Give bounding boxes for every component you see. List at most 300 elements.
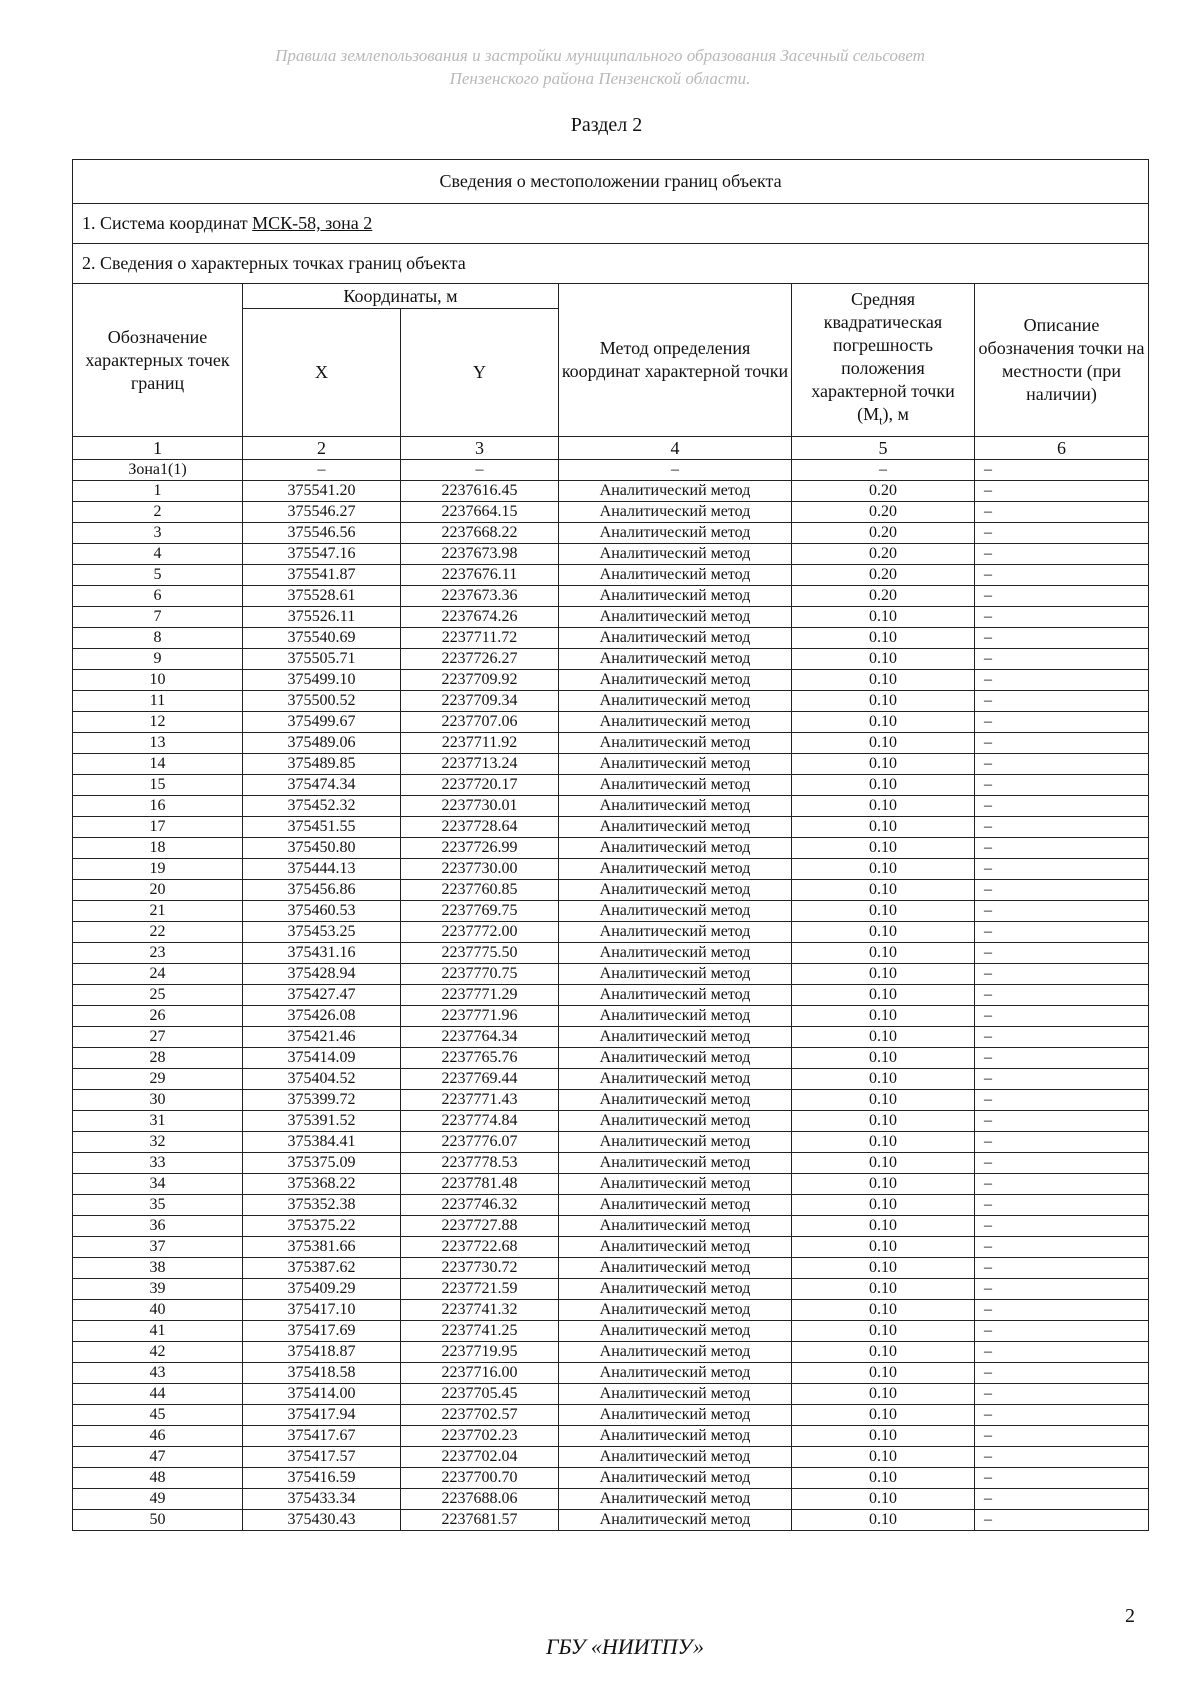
description: – [975,1321,1149,1342]
table-row [73,922,1149,943]
table-row [73,1426,1149,1447]
coord-y: 2237774.84 [401,1111,559,1132]
table-row [73,964,1149,985]
mean-error: 0.10 [792,1216,975,1237]
coord-y: 2237765.76 [401,1048,559,1069]
coord-y: 2237771.29 [401,985,559,1006]
coord-y: 2237727.88 [401,1216,559,1237]
header-error [792,284,975,437]
table-row [73,1006,1149,1027]
coord-x: 375427.47 [243,985,401,1006]
header-error-sub: t [879,413,883,428]
method: Аналитический метод [559,1321,792,1342]
description: – [975,1489,1149,1510]
table-row [73,649,1149,670]
coord-x: 375417.69 [243,1321,401,1342]
method: Аналитический метод [559,1300,792,1321]
table-row [73,1447,1149,1468]
table-row [73,1153,1149,1174]
description: – [975,1258,1149,1279]
mean-error: 0.10 [792,1048,975,1069]
header-description: Описание обозначения точки на местности (при наличии) [975,284,1149,437]
coord-x: 375505.71 [243,649,401,670]
point-number: 5 [73,565,243,586]
description: – [975,817,1149,838]
mean-error: 0.10 [792,1174,975,1195]
coord-x: 375387.62 [243,1258,401,1279]
table-row [73,670,1149,691]
boundary-points-table [72,159,1149,1531]
table-row [73,1405,1149,1426]
method: Аналитический метод [559,733,792,754]
mean-error: 0.10 [792,1405,975,1426]
method: Аналитический метод [559,1384,792,1405]
point-number: 1 [73,481,243,502]
header-coordinates: Координаты, м [243,284,559,309]
point-number: 3 [73,523,243,544]
table-row [73,502,1149,523]
coord-y: 2237781.48 [401,1174,559,1195]
point-number: 46 [73,1426,243,1447]
point-number: 35 [73,1195,243,1216]
coord-y: 2237741.25 [401,1321,559,1342]
point-number: 17 [73,817,243,838]
point-number: 25 [73,985,243,1006]
point-number: 7 [73,607,243,628]
coord-y: 2237702.57 [401,1405,559,1426]
point-number: 33 [73,1153,243,1174]
method: Аналитический метод [559,859,792,880]
coord-x: 375453.25 [243,922,401,943]
mean-error: 0.10 [792,754,975,775]
coord-y: 2237688.06 [401,1489,559,1510]
table-row [73,1195,1149,1216]
mean-error: 0.20 [792,565,975,586]
method: Аналитический метод [559,1027,792,1048]
point-number: 37 [73,1237,243,1258]
description: – [975,586,1149,607]
coord-x: 375417.57 [243,1447,401,1468]
table-row [73,628,1149,649]
coord-y: 2237730.00 [401,859,559,880]
mean-error: 0.10 [792,1426,975,1447]
mean-error: 0.10 [792,1027,975,1048]
header-y: Y [401,309,559,437]
description: – [975,1342,1149,1363]
coord-y: 2237770.75 [401,964,559,985]
method: Аналитический метод [559,817,792,838]
zone-row [73,460,1149,481]
mean-error: 0.10 [792,985,975,1006]
mean-error: 0.10 [792,964,975,985]
mean-error: 0.10 [792,880,975,901]
method: Аналитический метод [559,565,792,586]
description: – [975,754,1149,775]
coord-y: 2237760.85 [401,880,559,901]
coord-x: 375418.58 [243,1363,401,1384]
col-number-5: 5 [792,437,975,460]
point-number: 8 [73,628,243,649]
coord-y: 2237776.07 [401,1132,559,1153]
point-number: 9 [73,649,243,670]
table-row [73,985,1149,1006]
mean-error: 0.10 [792,1468,975,1489]
header-designation: Обозначение характерных точек границ [73,284,243,437]
coord-x: 375418.87 [243,1342,401,1363]
coord-x: 375426.08 [243,1006,401,1027]
zone-name: Зона1(1) [73,460,243,481]
description: – [975,922,1149,943]
method: Аналитический метод [559,943,792,964]
point-number: 23 [73,943,243,964]
method: Аналитический метод [559,502,792,523]
table-row [73,1300,1149,1321]
method: Аналитический метод [559,628,792,649]
mean-error: 0.10 [792,1195,975,1216]
description: – [975,502,1149,523]
point-number: 42 [73,1342,243,1363]
description: – [975,943,1149,964]
coord-x: 375421.46 [243,1027,401,1048]
coord-x: 375404.52 [243,1069,401,1090]
coord-x: 375433.34 [243,1489,401,1510]
point-number: 27 [73,1027,243,1048]
mean-error: 0.20 [792,502,975,523]
coord-x: 375384.41 [243,1132,401,1153]
mean-error: 0.10 [792,1279,975,1300]
point-number: 10 [73,670,243,691]
table-row [73,796,1149,817]
description: – [975,1405,1149,1426]
method: Аналитический метод [559,775,792,796]
table-row [73,712,1149,733]
header-line-2: Пензенского района Пензенской области. [449,69,751,88]
point-number: 48 [73,1468,243,1489]
coord-y: 2237726.27 [401,649,559,670]
table-row [73,1510,1149,1531]
description: – [975,838,1149,859]
mean-error: 0.20 [792,523,975,544]
coord-x: 375451.55 [243,817,401,838]
description: – [975,1510,1149,1531]
description: – [975,628,1149,649]
col-number-4: 4 [559,437,792,460]
description: – [975,1048,1149,1069]
description: – [975,1447,1149,1468]
page-header [0,44,1200,90]
point-number: 38 [73,1258,243,1279]
col-number-3: 3 [401,437,559,460]
coord-x: 375416.59 [243,1468,401,1489]
mean-error: 0.10 [792,1510,975,1531]
description: – [975,523,1149,544]
coord-y: 2237775.50 [401,943,559,964]
method: Аналитический метод [559,1195,792,1216]
table-row [73,1027,1149,1048]
mean-error: 0.10 [792,607,975,628]
method: Аналитический метод [559,880,792,901]
method: Аналитический метод [559,838,792,859]
mean-error: 0.10 [792,1237,975,1258]
mean-error: 0.10 [792,1111,975,1132]
table-row [73,880,1149,901]
table-row [73,586,1149,607]
coord-y: 2237700.70 [401,1468,559,1489]
method: Аналитический метод [559,544,792,565]
header-line-1: Правила землепользования и застройки муниципального образования Засечный сельсовет [275,46,925,65]
coord-x: 375489.85 [243,754,401,775]
point-number: 44 [73,1384,243,1405]
zone-x: – [243,460,401,481]
point-number: 22 [73,922,243,943]
coord-x: 375456.86 [243,880,401,901]
method: Аналитический метод [559,922,792,943]
coord-x: 375381.66 [243,1237,401,1258]
mean-error: 0.10 [792,691,975,712]
point-number: 40 [73,1300,243,1321]
mean-error: 0.10 [792,838,975,859]
method: Аналитический метод [559,1132,792,1153]
coord-y: 2237668.22 [401,523,559,544]
table-row [73,1258,1149,1279]
zone-error: – [792,460,975,481]
coord-x: 375430.43 [243,1510,401,1531]
header-method: Метод определения координат характерной точки [559,284,792,437]
coord-system-label: 1. Система координат [82,213,253,233]
coord-x: 375489.06 [243,733,401,754]
table-row [73,859,1149,880]
section-title: Раздел 2 [570,114,643,136]
point-number: 32 [73,1132,243,1153]
coord-x: 375499.67 [243,712,401,733]
description: – [975,985,1149,1006]
description: – [975,1426,1149,1447]
col-number-6: 6 [975,437,1149,460]
method: Аналитический метод [559,1279,792,1300]
coord-x: 375375.22 [243,1216,401,1237]
description: – [975,1363,1149,1384]
description: – [975,1384,1149,1405]
description: – [975,1279,1149,1300]
coord-y: 2237673.98 [401,544,559,565]
point-number: 24 [73,964,243,985]
method: Аналитический метод [559,796,792,817]
coord-y: 2237616.45 [401,481,559,502]
footer-org: ГБУ «НИИТПУ» [545,1634,705,1659]
coord-x: 375546.27 [243,502,401,523]
point-number: 47 [73,1447,243,1468]
coord-x: 375431.16 [243,943,401,964]
table-row [73,1384,1149,1405]
table-row [73,1174,1149,1195]
description: – [975,712,1149,733]
point-number: 12 [73,712,243,733]
zone-method: – [559,460,792,481]
table-row [73,1111,1149,1132]
table-row [73,607,1149,628]
table-row [73,754,1149,775]
coord-x: 375450.80 [243,838,401,859]
header-error-prefix: Средняя квадратическая погрешность положения характерной точки (M [811,288,955,424]
description: – [975,1153,1149,1174]
point-number: 34 [73,1174,243,1195]
coord-y: 2237713.24 [401,754,559,775]
point-number: 16 [73,796,243,817]
description: – [975,670,1149,691]
method: Аналитический метод [559,1426,792,1447]
method: Аналитический метод [559,1216,792,1237]
coord-y: 2237778.53 [401,1153,559,1174]
mean-error: 0.10 [792,1153,975,1174]
description: – [975,1069,1149,1090]
coord-system-row [73,204,1149,244]
description: – [975,1174,1149,1195]
coord-x: 375460.53 [243,901,401,922]
coord-x: 375526.11 [243,607,401,628]
description: – [975,775,1149,796]
description: – [975,880,1149,901]
mean-error: 0.10 [792,1006,975,1027]
point-number: 41 [73,1321,243,1342]
coord-y: 2237720.17 [401,775,559,796]
coord-system-value: МСК-58, зона 2 [252,213,373,233]
point-number: 13 [73,733,243,754]
method: Аналитический метод [559,1405,792,1426]
coord-x: 375352.38 [243,1195,401,1216]
mean-error: 0.10 [792,1342,975,1363]
table-row [73,838,1149,859]
point-number: 6 [73,586,243,607]
coord-x: 375391.52 [243,1111,401,1132]
description: – [975,565,1149,586]
description: – [975,796,1149,817]
coord-x: 375368.22 [243,1174,401,1195]
method: Аналитический метод [559,649,792,670]
mean-error: 0.10 [792,1489,975,1510]
method: Аналитический метод [559,901,792,922]
coord-y: 2237721.59 [401,1279,559,1300]
method: Аналитический метод [559,481,792,502]
point-number: 14 [73,754,243,775]
mean-error: 0.10 [792,1300,975,1321]
point-number: 2 [73,502,243,523]
method: Аналитический метод [559,670,792,691]
point-number: 36 [73,1216,243,1237]
zone-description: – [975,460,1149,481]
mean-error: 0.10 [792,1090,975,1111]
coord-y: 2237730.72 [401,1258,559,1279]
table-row [73,1132,1149,1153]
description: – [975,859,1149,880]
coord-x: 375399.72 [243,1090,401,1111]
point-number: 43 [73,1363,243,1384]
description: – [975,1027,1149,1048]
point-number: 20 [73,880,243,901]
point-number: 30 [73,1090,243,1111]
point-number: 39 [73,1279,243,1300]
description: – [975,901,1149,922]
description: – [975,1300,1149,1321]
method: Аналитический метод [559,1153,792,1174]
mean-error: 0.10 [792,1384,975,1405]
coord-y: 2237746.32 [401,1195,559,1216]
mean-error: 0.10 [792,712,975,733]
mean-error: 0.10 [792,922,975,943]
mean-error: 0.10 [792,796,975,817]
mean-error: 0.10 [792,649,975,670]
mean-error: 0.20 [792,586,975,607]
mean-error: 0.10 [792,1258,975,1279]
description: – [975,1468,1149,1489]
coord-y: 2237716.00 [401,1363,559,1384]
coord-x: 375541.20 [243,481,401,502]
coord-x: 375375.09 [243,1153,401,1174]
description: – [975,481,1149,502]
table-row [73,1279,1149,1300]
description: – [975,1216,1149,1237]
point-number: 11 [73,691,243,712]
coord-y: 2237769.44 [401,1069,559,1090]
mean-error: 0.10 [792,1363,975,1384]
mean-error: 0.10 [792,1132,975,1153]
table-row [73,1468,1149,1489]
mean-error: 0.10 [792,670,975,691]
method: Аналитический метод [559,964,792,985]
point-number: 4 [73,544,243,565]
col-number-1: 1 [73,437,243,460]
method: Аналитический метод [559,1258,792,1279]
coord-y: 2237764.34 [401,1027,559,1048]
coord-x: 375541.87 [243,565,401,586]
coord-y: 2237673.36 [401,586,559,607]
mean-error: 0.10 [792,775,975,796]
table-row [73,1321,1149,1342]
coord-y: 2237722.68 [401,1237,559,1258]
coord-x: 375540.69 [243,628,401,649]
table-row [73,1237,1149,1258]
description: – [975,964,1149,985]
point-number: 19 [73,859,243,880]
coord-y: 2237719.95 [401,1342,559,1363]
coord-x: 375417.94 [243,1405,401,1426]
coord-y: 2237705.45 [401,1384,559,1405]
table-row [73,523,1149,544]
description: – [975,1195,1149,1216]
coord-y: 2237711.72 [401,628,559,649]
point-number: 31 [73,1111,243,1132]
coord-y: 2237664.15 [401,502,559,523]
coord-y: 2237709.34 [401,691,559,712]
table-row [73,943,1149,964]
coord-y: 2237674.26 [401,607,559,628]
table-row [73,1090,1149,1111]
method: Аналитический метод [559,1069,792,1090]
table-row [73,1216,1149,1237]
method: Аналитический метод [559,1090,792,1111]
coord-y: 2237709.92 [401,670,559,691]
point-number: 18 [73,838,243,859]
coord-y: 2237726.99 [401,838,559,859]
zone-y: – [401,460,559,481]
coord-y: 2237676.11 [401,565,559,586]
coord-y: 2237772.00 [401,922,559,943]
description: – [975,1237,1149,1258]
col-number-2: 2 [243,437,401,460]
point-number: 26 [73,1006,243,1027]
table-row [73,1048,1149,1069]
method: Аналитический метод [559,1363,792,1384]
mean-error: 0.10 [792,859,975,880]
